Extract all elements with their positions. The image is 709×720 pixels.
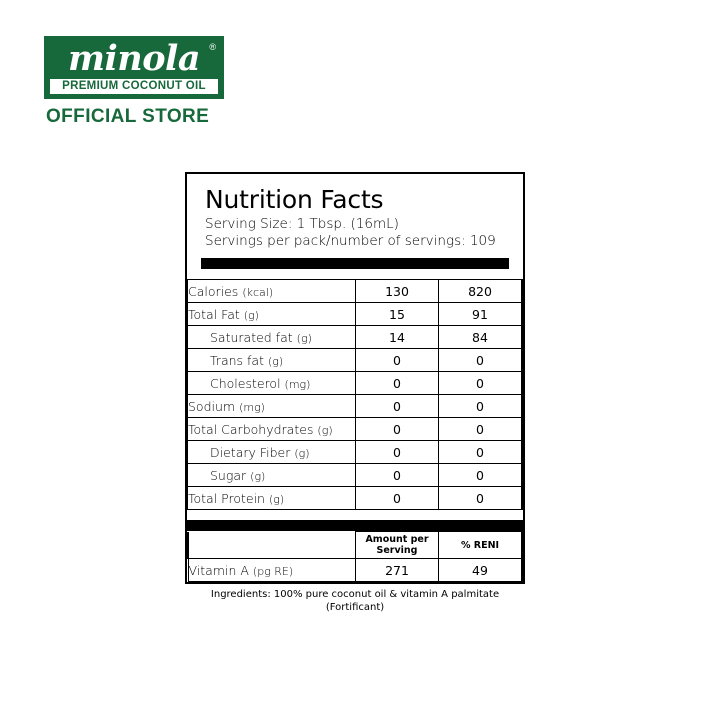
nutrient-label <box>188 487 356 510</box>
nutrition-facts-panel <box>185 172 525 613</box>
value-per-pack: 84 <box>439 326 523 349</box>
value-per-serving: 14 <box>356 326 439 349</box>
nutrient-label <box>188 418 356 441</box>
vitamin-header-blank <box>188 532 356 559</box>
vitamin-table <box>187 531 523 582</box>
panel-title: Nutrition Facts <box>205 185 384 214</box>
value-per-pack: 0 <box>439 395 523 418</box>
value-per-serving: 0 <box>356 441 439 464</box>
header-divider <box>201 258 509 269</box>
vitamin-a-unit: (pg RE) <box>252 564 294 578</box>
table-row <box>188 326 523 349</box>
nutrient-unit: (g) <box>294 446 310 460</box>
vitamin-a-amount: 271 <box>356 559 439 582</box>
nutrient-label <box>188 349 356 372</box>
nutrient-name: Sodium <box>188 398 236 414</box>
servings-per-pack-text: Servings per pack/number of servings: 109 <box>205 233 496 249</box>
table-row <box>188 372 523 395</box>
nutrient-label <box>188 280 356 303</box>
value-per-pack: 0 <box>439 441 523 464</box>
amount-per-serving-header: Amount per Serving <box>356 532 439 559</box>
nutrient-name: Total Fat <box>188 306 240 322</box>
table-row <box>188 418 523 441</box>
table-row <box>188 559 522 582</box>
brand-tagline: PREMIUM COCONUT OIL <box>50 79 218 94</box>
nutrient-unit: (g) <box>268 492 285 506</box>
table-row <box>188 349 523 372</box>
nutrient-name: Calories <box>188 283 239 299</box>
value-per-pack: 0 <box>439 418 523 441</box>
value-per-serving: 0 <box>356 372 439 395</box>
nutrient-label <box>188 326 356 349</box>
nutrient-unit: (g) <box>243 308 259 322</box>
value-per-serving: 0 <box>356 464 439 487</box>
value-per-pack: 91 <box>439 303 523 326</box>
nutrient-unit: (mg) <box>284 377 311 391</box>
nutrient-unit: (mg) <box>239 400 265 414</box>
ingredients-text: Ingredients: 100% pure coconut oil & vitamin A palmitate (Fortificant) <box>210 589 500 613</box>
value-per-serving: 130 <box>356 280 439 303</box>
value-per-serving: 15 <box>356 303 439 326</box>
registered-trademark-icon: ® <box>209 42 216 52</box>
nutrient-unit: (g) <box>317 423 333 437</box>
value-per-pack: 0 <box>439 487 523 510</box>
table-row <box>188 464 523 487</box>
value-per-pack: 0 <box>439 372 523 395</box>
nutrient-label <box>188 372 356 395</box>
value-per-serving: 0 <box>356 395 439 418</box>
nutrient-label <box>188 395 356 418</box>
nutrient-name: Dietary Fiber <box>210 444 291 460</box>
vitamin-a-label <box>188 559 356 582</box>
table-row <box>188 395 523 418</box>
brand-logo <box>44 36 224 128</box>
value-per-serving: 0 <box>356 349 439 372</box>
nutrient-label <box>188 464 356 487</box>
nutrient-label <box>188 441 356 464</box>
table-row <box>188 303 523 326</box>
value-per-serving: 0 <box>356 487 439 510</box>
official-store-label: OFFICIAL STORE <box>46 106 210 127</box>
vitamin-a-name: Vitamin A <box>188 562 249 578</box>
table-row <box>188 280 523 303</box>
nutrient-unit: (g) <box>296 331 312 345</box>
spacer <box>201 269 509 279</box>
nutrient-name: Total Protein <box>188 490 265 506</box>
nutrient-unit: (kcal) <box>242 285 274 299</box>
value-per-pack: 0 <box>439 464 523 487</box>
nutrition-table <box>187 279 523 510</box>
nutrient-unit: (g) <box>250 469 266 483</box>
nutrient-name: Saturated fat <box>210 329 293 345</box>
value-per-pack: 820 <box>439 280 523 303</box>
brand-badge <box>44 36 224 99</box>
value-per-pack: 0 <box>439 349 523 372</box>
serving-size-text: Serving Size: 1 Tbsp. (16mL) <box>205 216 399 232</box>
brand-name: minola <box>67 38 201 79</box>
value-per-serving: 0 <box>356 418 439 441</box>
nutrient-name: Trans fat <box>210 352 264 368</box>
vitamin-header-row <box>188 532 522 559</box>
nutrient-name: Cholesterol <box>210 375 281 391</box>
nutrient-label <box>188 303 356 326</box>
panel-header <box>187 174 523 279</box>
nutrient-name: Sugar <box>210 467 247 483</box>
nutrient-name: Total Carbohydrates <box>188 421 314 437</box>
table-row <box>188 441 523 464</box>
nutrient-unit: (g) <box>267 354 284 368</box>
vitamin-a-reni: 49 <box>439 559 523 582</box>
vitamin-divider <box>187 520 523 531</box>
reni-header: % RENI <box>439 532 523 559</box>
table-row <box>188 487 523 510</box>
